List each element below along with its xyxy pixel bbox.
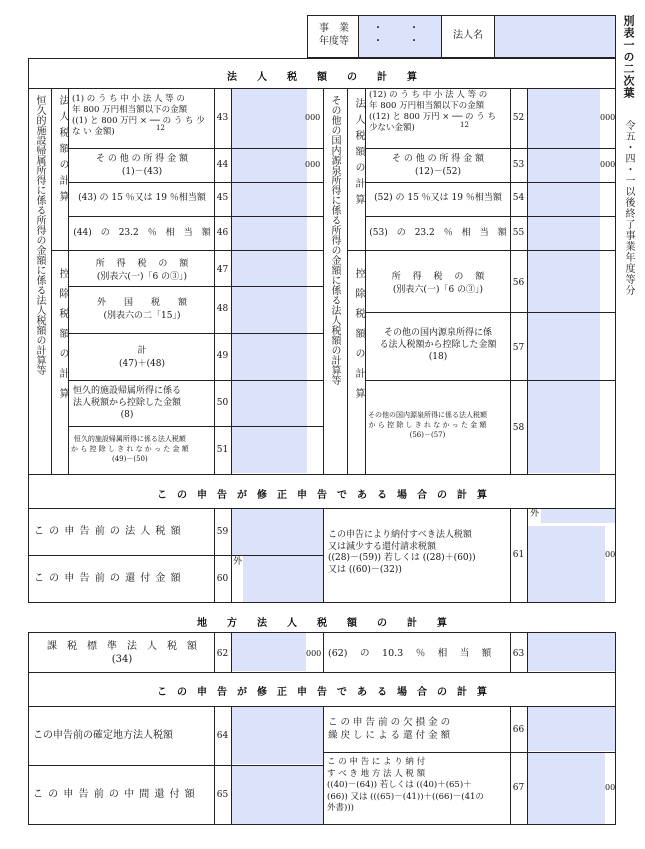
right-value-column [528,89,600,473]
row43-frac: 12 [156,124,165,132]
num46: 46 [216,228,229,238]
field60[interactable] [243,556,323,602]
zero44: 000 [305,160,321,169]
num64: 64 [216,731,229,741]
field67[interactable] [528,753,605,824]
section-title-local-tax: 地 方 法 人 税 額 の 計 算 [197,618,447,629]
row49-label: 計 (47)＋(48) [119,346,165,369]
num52: 52 [512,113,525,123]
num44: 44 [216,160,229,170]
zero61: 00 [605,550,616,559]
num63: 63 [512,649,525,659]
zero43: 000 [305,113,321,122]
row65-label: こ の 申 告 前 の 中 間 還 付 額 [33,789,196,800]
left-vertical-label: 恒久的施設帰属所得に係る所得の金額に係る法人税額の計算等 [34,95,45,375]
row55-label: (53) の 23.2 ％ 相 当 額 [369,228,507,238]
field59[interactable] [232,509,323,555]
num45: 45 [216,193,229,203]
field63[interactable] [528,633,615,671]
row46-label: (44) の 23.2 ％ 相 当 額 [73,228,211,238]
row61-label: この申告により納付すべき法人税額 又は減少する還付請求税額 ((28)－(59)) 若しくは ((28)＋(60)) 又は ((60)－(32)) [328,530,476,575]
row59-label: こ の 申 告 前 の 法 人 税 額 [34,526,182,537]
row47-label: 所 得 税 の 額 (別表六(一)「6 の③」) [95,259,189,282]
corp-name-label: 法人名 [453,30,483,41]
corp-name-field[interactable] [495,16,615,57]
row66-label: こ の 申 告 前 の 欠 損 金 の 繰 戻 し に よ る 還 付 金 額 [328,717,451,741]
left-sub1: 法人税額の計算 [57,95,68,207]
num60: 60 [216,574,229,584]
row52-label: (12) の う ち 中 小 法 人 等 の 年 800 万円相当額以下の金額 ((12) と 800 万円 × ── の う ち 少ない金額) [369,90,496,133]
num62: 62 [216,649,229,659]
row45-label: (43) の 15 ％又は 19 ％相当額 [78,193,206,203]
right-vertical-label: その他の国内源泉所得に係る所得の金額に係る法人税額の計算等 [329,95,340,385]
field64[interactable] [232,707,323,764]
num49: 49 [216,351,229,361]
zero67: 00 [605,783,616,792]
num66: 66 [512,725,525,735]
section-title-local-amended: こ の 申 告 が 修 正 申 告 で あ る 場 合 の 計 算 [157,687,487,698]
zero52: 000 [600,113,616,122]
num54: 54 [512,193,525,203]
num47: 47 [216,265,229,275]
left-sub2: 控除税額の計算 [57,268,68,408]
fiscal-dots: ・ ・ ・ ・ [373,23,427,47]
form-code: 別表一の二次葉 [622,15,635,99]
num43: 43 [216,113,229,123]
field61-outside[interactable] [541,509,615,523]
row50-label: 恒久的施設帰属所得に係る 法人税額から控除した金額 (8) [73,386,182,420]
field61[interactable] [528,526,605,602]
row60-label: こ の 申 告 前 の 還 付 金 額 [34,573,182,584]
num57: 57 [512,343,525,353]
row54-label: (52) の 15 ％又は 19 ％相当額 [374,193,502,203]
gai61: 外 [530,509,540,519]
num65: 65 [216,790,229,800]
fiscal-label: 事 業 年度等 [319,23,349,47]
zero53: 000 [600,160,616,169]
row63-label: (62) の 10.3 ％ 相 当 額 [328,648,492,659]
right-sub2: 控除税額の計算 [353,268,364,408]
num50: 50 [216,398,229,408]
row67-label: こ の 申 告 に よ り 納 付 す べ き 地 方 法 人 税 額 ((40)－(64)) 若しくは ((40)＋(65)＋ (66)) 又は (((65)－(41))＋((66)－(41の 外書))) [327,757,484,813]
field66[interactable] [528,707,615,751]
row58-label: その他の国内源泉所得に係る法人税額 か ら 控 除 し き れ な か っ た 金 額 (56)－(57) [368,411,487,439]
right-sub1: 法人税額の計算 [353,98,364,210]
num51: 51 [216,445,229,455]
num59: 59 [216,527,229,537]
num56: 56 [512,278,525,288]
row51-label: 恒久的施設帰属所得に係る法人税額 か ら 控 除 し き れ な か っ た 金 額 (49)－(50) [71,435,189,463]
zero62: 000 [306,649,322,658]
row52-frac: 12 [460,121,469,129]
num67: 67 [512,783,525,793]
row64-label: この申告前の確定地方法人税額 [33,730,173,741]
section-title-amended: こ の 申 告 が 修 正 申 告 で あ る 場 合 の 計 算 [157,490,487,501]
row43-label: (1) の う ち 中 小 法 人 等 の 年 800 万円相当額以下の金額 ((1) と 800 万円 × ── の う ち 少 な い 金額) [72,94,205,137]
row62-label: 課 税 標 準 法 人 税 額 (34) [47,641,197,665]
row48-label: 外 国 税 額 (別表六の二「15」) [96,298,187,321]
row56-label: 所 得 税 の 額 (別表六(一)「6 の③」) [391,272,485,295]
field65[interactable] [232,766,323,824]
gai60: 外 [233,557,243,567]
num53: 53 [512,160,525,170]
num55: 55 [512,228,525,238]
form-period: 令五・四・一以後終了事業年度等分 [623,120,634,296]
section-title-corp-tax: 法 人 税 額 の 計 算 [227,72,417,83]
field62[interactable] [232,633,306,671]
row53-label: そ の 他 の 所 得 金 額 (12)－(52) [391,154,485,177]
field43[interactable] [232,89,307,148]
row57-label: その他の国内源泉所得に係 る法人税額から控除した金額 (18) [379,328,497,362]
row44-label: そ の 他 の 所 得 金 額 (1)－(43) [95,154,189,177]
num48: 48 [216,304,229,314]
num61: 61 [512,550,525,560]
num58: 58 [512,423,525,433]
